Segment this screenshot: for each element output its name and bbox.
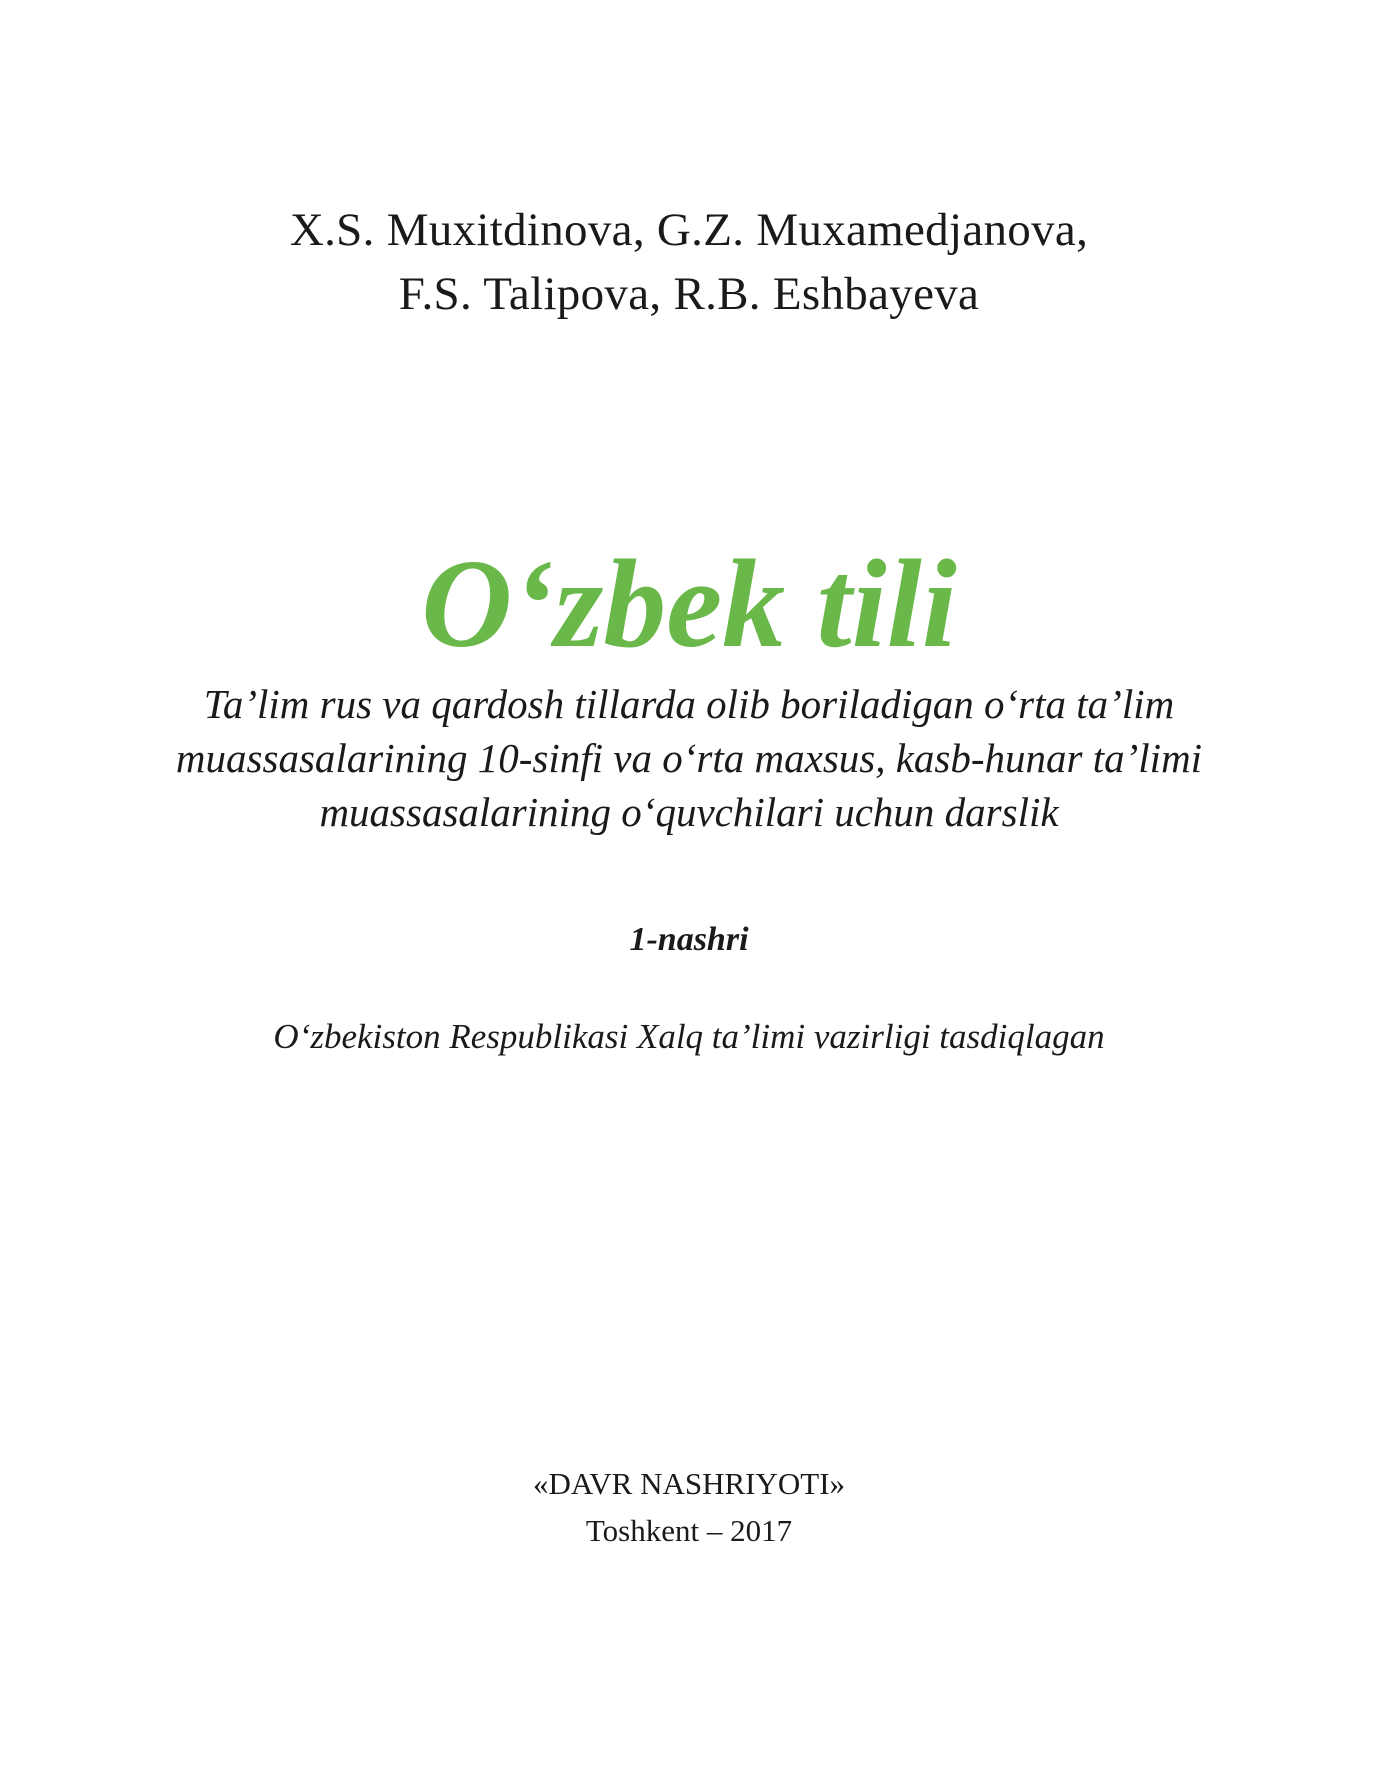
book-title: O‘zbek tili	[421, 535, 957, 674]
subtitle-line-1: Ta’lim rus va qardosh tillarda olib boriladigan o‘rta ta’lim	[203, 681, 1175, 727]
subtitle-line-2: muassasalarining 10-sinfi va o‘rta maxsus, kasb-hunar ta’limi	[175, 735, 1203, 781]
approval-note: O‘zbekiston Respublikasi Xalq ta’limi vazirligi tasdiqlagan	[273, 1017, 1105, 1056]
authors	[0, 198, 1378, 326]
city-year: Toshkent – 2017	[585, 1513, 793, 1548]
authors-line-1: X.S. Muxitdinova, G.Z. Muxamedjanova,	[289, 204, 1089, 256]
edition-label: 1-nashri	[629, 921, 749, 958]
subtitle-line-3: muassasalarining o‘quvchilari uchun darslik	[319, 789, 1059, 835]
authors-line-2: F.S. Talipova, R.B. Eshbayeva	[398, 268, 980, 320]
book-subtitle	[0, 677, 1378, 839]
publisher-name: «DAVR NASHRIYOTI»	[532, 1466, 846, 1501]
